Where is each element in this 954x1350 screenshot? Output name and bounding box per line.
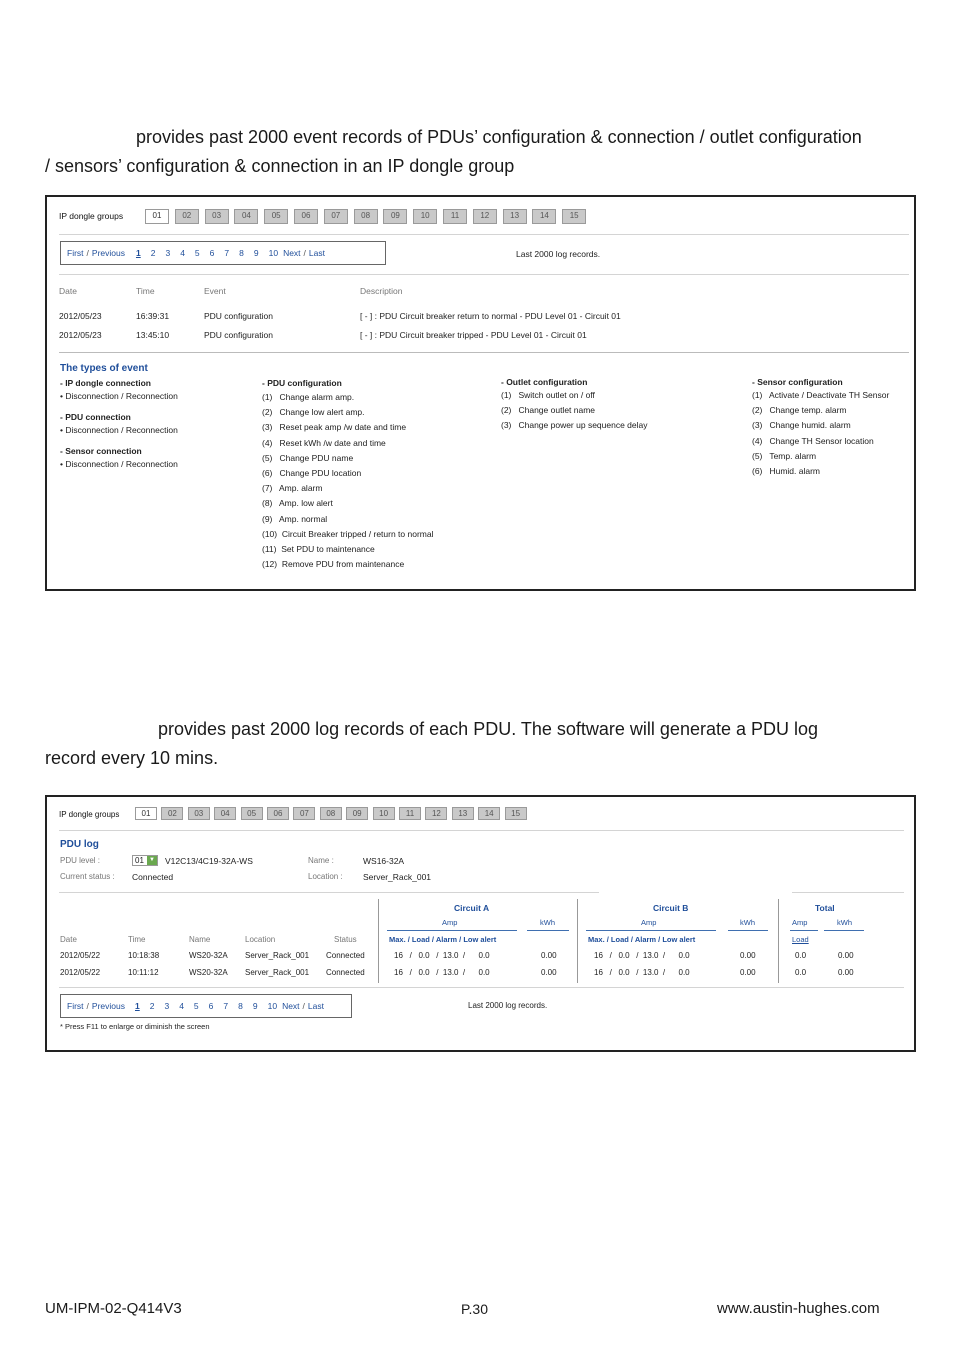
total-load: Load xyxy=(792,935,809,944)
divider xyxy=(378,899,379,983)
table-cell-status: Connected xyxy=(326,967,365,977)
table-cell-a-kwh: 0.00 xyxy=(541,967,557,977)
table-cell-status: Connected xyxy=(326,951,365,960)
first-link[interactable]: First xyxy=(67,1001,84,1011)
page-link-5[interactable]: 5 xyxy=(193,1001,199,1011)
group-tab-05[interactable]: 05 xyxy=(241,807,263,820)
page-link-4[interactable]: 4 xyxy=(180,248,185,258)
divider xyxy=(778,899,779,983)
table-row: 2012/05/23 xyxy=(59,330,102,340)
table-row: 16:39:31 xyxy=(136,311,170,321)
list-item: (1) Activate / Deactivate TH Sensor xyxy=(752,390,890,400)
table-cell-b-amp: 16 / 0.0 / 13.0 / 0.0 xyxy=(594,967,690,977)
table-cell-date: 2012/05/22 xyxy=(60,967,101,977)
divider xyxy=(577,899,578,983)
page-link-6[interactable]: 6 xyxy=(209,248,215,258)
list-item: (3) Change humid. alarm xyxy=(752,420,851,431)
page-link-8[interactable]: 8 xyxy=(238,1001,243,1011)
page-link-3[interactable]: 3 xyxy=(165,248,171,258)
status-label: Current status : xyxy=(60,872,115,881)
location-label: Location : xyxy=(308,872,343,881)
list-item: (1) Switch outlet on / off xyxy=(501,390,595,400)
table-row: [ - ] : PDU Circuit breaker return to normal - PDU Level 01 - Circuit 01 xyxy=(360,311,621,321)
group-tab-02[interactable]: 02 xyxy=(161,807,183,820)
group-tab-06[interactable]: 06 xyxy=(267,807,289,820)
col-name: Name xyxy=(189,935,211,944)
circuit-a-amp: Amp xyxy=(442,918,458,927)
chevron-down-icon: ▼ xyxy=(147,856,157,865)
list-item: (2) Change temp. alarm xyxy=(752,405,847,416)
pdu-log-intro: provides past 2000 log records of each PDU. The software will generate a PDU log xyxy=(158,719,819,739)
list-item: (5) Temp. alarm xyxy=(752,450,817,461)
page-link-9[interactable]: 9 xyxy=(253,248,259,258)
col-time: Time xyxy=(128,935,146,944)
circuit-a-kwh: kWh xyxy=(540,918,555,927)
group-tab-15[interactable]: 15 xyxy=(505,807,527,820)
group-tab-11[interactable]: 11 xyxy=(443,209,467,224)
group-tab-09[interactable]: 09 xyxy=(383,209,407,224)
first-link[interactable]: First xyxy=(67,248,84,258)
table-cell-name: WS20-32A xyxy=(189,967,228,977)
records-note: Last 2000 log records. xyxy=(516,249,601,259)
group-tab-05[interactable]: 05 xyxy=(264,209,288,224)
pdu-log-panel xyxy=(45,795,916,1052)
sensor-connection-title: - Sensor connection xyxy=(60,446,142,456)
divider xyxy=(59,830,904,831)
group-tab-04[interactable]: 04 xyxy=(214,807,236,820)
list-item: (3) Change power up sequence delay xyxy=(501,420,648,431)
divider xyxy=(790,930,818,931)
group-tab-12[interactable]: 12 xyxy=(425,807,447,820)
table-cell-t-kwh: 0.00 xyxy=(838,951,854,960)
col-event: Event xyxy=(204,286,226,296)
table-cell-a-amp: 16 / 0.0 / 13.0 / 0.0 xyxy=(394,967,490,977)
list-item: (5) Change PDU name xyxy=(262,452,354,463)
group-tab-03[interactable]: 03 xyxy=(188,807,210,820)
status-value: Connected xyxy=(132,872,174,882)
circuit-b-header: Circuit B xyxy=(653,903,689,913)
table-cell-a-kwh: 0.00 xyxy=(541,951,557,960)
page-link-1[interactable]: 1 xyxy=(134,1001,140,1011)
group-tab-12[interactable]: 12 xyxy=(473,209,497,224)
last-link[interactable]: Last xyxy=(308,248,325,258)
last-link[interactable]: Last xyxy=(307,1001,324,1011)
ip-dongle-groups-label: IP dongle groups xyxy=(59,211,124,221)
doc-code: UM-IPM-02-Q414V3 xyxy=(45,1300,182,1317)
divider xyxy=(59,892,599,893)
list-item: • Disconnection / Reconnection xyxy=(60,391,178,401)
pdu-connection-title: - PDU connection xyxy=(60,412,131,422)
group-tab-01[interactable]: 01 xyxy=(145,209,169,224)
next-link[interactable]: Next xyxy=(282,1001,300,1011)
table-row: 13:45:10 xyxy=(136,330,170,340)
page-link-6[interactable]: 6 xyxy=(208,1001,214,1011)
circuit-b-amp: Amp xyxy=(641,918,657,927)
group-tab-14[interactable]: 14 xyxy=(478,807,500,820)
table-cell-date: 2012/05/22 xyxy=(60,951,101,960)
table-cell-time: 10:18:38 xyxy=(128,951,160,960)
list-item: (6) Change PDU location xyxy=(262,468,362,478)
list-item: (2) Change low alert amp. xyxy=(262,407,365,418)
page-link-1[interactable]: 1 xyxy=(135,248,141,258)
page-link-9[interactable]: 9 xyxy=(252,1001,258,1011)
table-cell-location: Server_Rack_001 xyxy=(245,951,310,960)
page-link-4[interactable]: 4 xyxy=(179,1001,184,1011)
table-cell-a-amp: 16 / 0.0 / 13.0 / 0.0 xyxy=(394,951,490,960)
circuit-a-header: Circuit A xyxy=(454,903,490,913)
group-tab-03[interactable]: 03 xyxy=(205,209,229,224)
records-note: Last 2000 log records. xyxy=(468,1001,548,1010)
divider xyxy=(59,352,909,353)
list-item: (10) Circuit Breaker tripped / return to normal xyxy=(262,528,434,539)
circuit-b-subheader: Max. / Load / Alarm / Low alert xyxy=(588,935,696,944)
group-tab-14[interactable]: 14 xyxy=(532,209,556,224)
page-link-7[interactable]: 7 xyxy=(223,1001,229,1011)
previous-link[interactable]: Previous xyxy=(91,1001,125,1011)
ip-dongle-connection-title: - IP dongle connection xyxy=(60,378,151,388)
table-cell-location: Server_Rack_001 xyxy=(245,967,310,977)
group-tab-10[interactable]: 10 xyxy=(413,209,437,224)
location-value: Server_Rack_001 xyxy=(363,872,432,882)
group-tab-15[interactable]: 15 xyxy=(562,209,586,224)
list-item: (9) Amp. normal xyxy=(262,513,328,524)
pdu-log-pager: First / Previous 1 2 3 4 5 6 7 8 9 10 Next / Last xyxy=(60,994,352,1018)
total-amp: Amp xyxy=(792,918,808,927)
list-item: (1) Change alarm amp. xyxy=(262,392,355,402)
list-item: (3) Reset peak amp /w date and time xyxy=(262,422,407,433)
list-item: (2) Change outlet name xyxy=(501,405,596,416)
divider xyxy=(527,930,569,931)
table-cell-name: WS20-32A xyxy=(189,951,228,960)
divider xyxy=(728,930,768,931)
pdu-level-select[interactable]: 01 ▼ xyxy=(132,855,158,866)
event-types-title: The types of event xyxy=(60,363,148,374)
group-tab-09[interactable]: 09 xyxy=(346,807,368,820)
divider xyxy=(824,930,864,931)
table-row: [ - ] : PDU Circuit breaker tripped - PDU Level 01 - Circuit 01 xyxy=(360,330,587,340)
page-link-10[interactable]: 10 xyxy=(267,1001,278,1011)
divider xyxy=(59,234,909,235)
total-kwh: kWh xyxy=(837,918,852,927)
name-label: Name : xyxy=(308,856,334,865)
table-row: PDU configuration xyxy=(204,330,273,340)
list-item: • Disconnection / Reconnection xyxy=(60,425,178,435)
circuit-b-kwh: kWh xyxy=(740,918,755,927)
divider xyxy=(387,930,517,931)
col-status: Status xyxy=(334,935,357,944)
col-location: Location xyxy=(245,935,276,944)
f11-tip: * Press F11 to enlarge or diminish the screen xyxy=(60,1022,210,1031)
page-link-8[interactable]: 8 xyxy=(239,248,244,258)
next-link[interactable]: Next xyxy=(283,248,301,258)
group-tab-10[interactable]: 10 xyxy=(373,807,395,820)
list-item: (4) Reset kWh /w date and time xyxy=(262,437,386,448)
pdu-log-intro-2: record every 10 mins. xyxy=(45,748,219,768)
page-link-3[interactable]: 3 xyxy=(164,1001,170,1011)
table-cell-b-kwh: 0.00 xyxy=(740,951,756,960)
pdu-level-label: PDU level : xyxy=(60,856,101,865)
col-time: Time xyxy=(136,286,155,296)
group-tab-06[interactable]: 06 xyxy=(294,209,318,224)
website: www.austin-hughes.com xyxy=(717,1300,880,1317)
sensor-config-title: - Sensor configuration xyxy=(752,377,843,387)
event-log-intro-2: / sensors’ configuration & connection in an IP dongle group xyxy=(45,156,515,176)
col-description: Description xyxy=(360,286,403,296)
pdu-log-title: PDU log xyxy=(60,839,99,850)
list-item: (4) Change TH Sensor location xyxy=(752,435,874,446)
group-tab-04[interactable]: 04 xyxy=(234,209,258,224)
divider xyxy=(792,892,904,893)
group-tab-02[interactable]: 02 xyxy=(175,209,199,224)
group-tab-01[interactable]: 01 xyxy=(135,807,157,820)
pdu-model: V12C13/4C19-32A-WS xyxy=(165,856,253,866)
group-tab-13[interactable]: 13 xyxy=(503,209,527,224)
list-item: (6) Humid. alarm xyxy=(752,466,821,476)
divider xyxy=(59,987,904,988)
previous-link[interactable]: Previous xyxy=(91,248,125,258)
event-log-intro: provides past 2000 event records of PDUs’ configuration & connection / outlet configuration xyxy=(136,127,862,147)
table-cell-t-load: 0.0 xyxy=(795,967,807,977)
page-link-7[interactable]: 7 xyxy=(224,248,230,258)
table-cell-t-kwh: 0.00 xyxy=(838,967,854,977)
table-row: 2012/05/23 xyxy=(59,311,102,321)
outlet-config-title: - Outlet configuration xyxy=(501,377,588,387)
group-tab-07[interactable]: 07 xyxy=(324,209,348,224)
pdu-config-title: - PDU configuration xyxy=(262,378,342,388)
list-item: (8) Amp. low alert xyxy=(262,498,333,509)
group-tab-07[interactable]: 07 xyxy=(293,807,315,820)
divider xyxy=(59,274,909,275)
page-link-10[interactable]: 10 xyxy=(268,248,279,258)
list-item: (11) Set PDU to maintenance xyxy=(262,544,375,554)
group-tab-13[interactable]: 13 xyxy=(452,807,474,820)
table-cell-t-load: 0.0 xyxy=(795,951,807,960)
event-pager: First / Previous 1 2 3 4 5 6 7 8 9 10 Next / Last xyxy=(60,241,386,265)
event-log-panel xyxy=(45,195,916,591)
name-value: WS16-32A xyxy=(363,856,405,866)
list-item: (7) Amp. alarm xyxy=(262,483,323,494)
list-item: • Disconnection / Reconnection xyxy=(60,459,178,469)
page-link-2[interactable]: 2 xyxy=(150,248,156,258)
group-tab-08[interactable]: 08 xyxy=(354,209,378,224)
group-tab-08[interactable]: 08 xyxy=(320,807,342,820)
table-row: PDU configuration xyxy=(204,311,273,321)
page-number: P.30 xyxy=(461,1301,488,1317)
ip-dongle-groups-label: IP dongle groups xyxy=(59,810,120,819)
circuit-a-subheader: Max. / Load / Alarm / Low alert xyxy=(389,935,497,944)
col-date: Date xyxy=(59,286,77,296)
page-link-5[interactable]: 5 xyxy=(194,248,200,258)
group-tab-11[interactable]: 11 xyxy=(399,807,421,820)
table-cell-time: 10:11:12 xyxy=(128,967,159,977)
list-item: (12) Remove PDU from maintenance xyxy=(262,559,405,570)
divider xyxy=(586,930,716,931)
total-header: Total xyxy=(815,903,835,913)
table-cell-b-amp: 16 / 0.0 / 13.0 / 0.0 xyxy=(594,951,690,960)
page-link-2[interactable]: 2 xyxy=(149,1001,155,1011)
table-cell-b-kwh: 0.00 xyxy=(740,967,756,977)
col-date: Date xyxy=(60,935,77,944)
